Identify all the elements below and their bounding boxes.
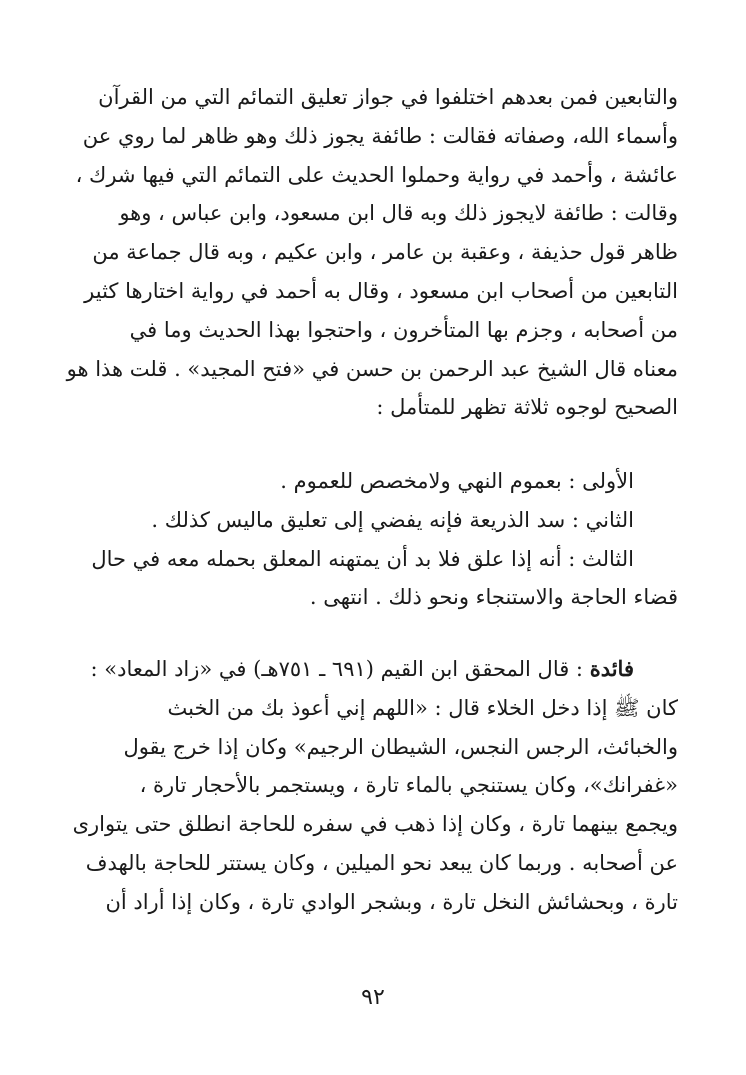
text-line: التابعين من أصحاب ابن مسعود ، وقال به أحمد في رواية اختارها كثير	[84, 278, 678, 303]
text-line: تارة ، وبحشائش النخل تارة ، وبشجر الوادي تارة ، وكان إذا أراد أن	[105, 889, 678, 914]
text-line: عن أصحابه . وربما كان يبعد نحو الميلين ، وكان يستتر للحاجة بالهدف	[85, 850, 678, 875]
main-paragraph	[64, 78, 678, 427]
faida-intro: : قال المحقق ابن القيم (٦٩١ ـ ٧٥١هـ) في «زاد المعاد» :	[90, 657, 590, 681]
text-line: معناه قال الشيخ عبد الرحمن بن حسن في «فتح المجيد» . قلت هذا هو	[66, 356, 678, 381]
reason-third: الثالث : أنه إذا علق فلا بد أن يمتهنه المعلق بحمله معه في حال	[91, 546, 634, 571]
text-line: ظاهر قول حذيفة ، وعقبة بن عامر ، وابن عكيم ، وبه قال جماعة من	[92, 240, 678, 265]
reason-first: الأولى : بعموم النهي ولامخصص للعموم .	[280, 469, 634, 493]
text-line: «غفرانك»، وكان يستنجي بالماء تارة ، ويستجمر بالأحجار تارة ،	[139, 773, 678, 798]
text-line: وأسماء الله، وصفاته فقالت : طائفة يجوز ذلك وهو ظاهر لما روي عن	[82, 123, 678, 148]
text-line: وقالت : طائفة لايجوز ذلك وبه قال ابن مسعود، وابن عباس ، وهو	[119, 201, 678, 226]
text-line: كان ﷺ إذا دخل الخلاء قال : «اللهم إني أعوذ بك من الخبث	[167, 695, 678, 720]
text-line: من أصحابه ، وجزم بها المتأخرون ، واحتجوا بهذا الحديث وما في	[129, 317, 678, 342]
reason-third-continued: قضاء الحاجة والاستنجاء ونحو ذلك . انتهى .	[309, 585, 678, 610]
text-line: عائشة ، وأحمد في رواية وحملوا الحديث على التمائم التي فيها شرك ،	[75, 162, 678, 187]
text-line: والتابعين فمن بعدهم اختلفوا في جواز تعليق التمائم التي من القرآن	[98, 85, 678, 109]
faida-paragraph	[64, 650, 678, 922]
text-line: الصحيح لوجوه ثلاثة تظهر للمتأمل :	[376, 395, 678, 420]
faida-heading-line	[64, 650, 678, 689]
faida-label: فائدة	[589, 656, 634, 681]
reasons-list	[64, 462, 678, 617]
page-number: ٩٢	[361, 985, 385, 1010]
text-line: والخبائث، الرجس النجس، الشيطان الرجيم» وكان إذا خرج يقول	[123, 734, 678, 759]
text-line: ويجمع بينهما تارة ، وكان إذا ذهب في سفره للحاجة انطلق حتى يتوارى	[72, 812, 678, 837]
reason-second: الثاني : سد الذريعة فإنه يفضي إلى تعليق ماليس كذلك .	[151, 507, 634, 532]
